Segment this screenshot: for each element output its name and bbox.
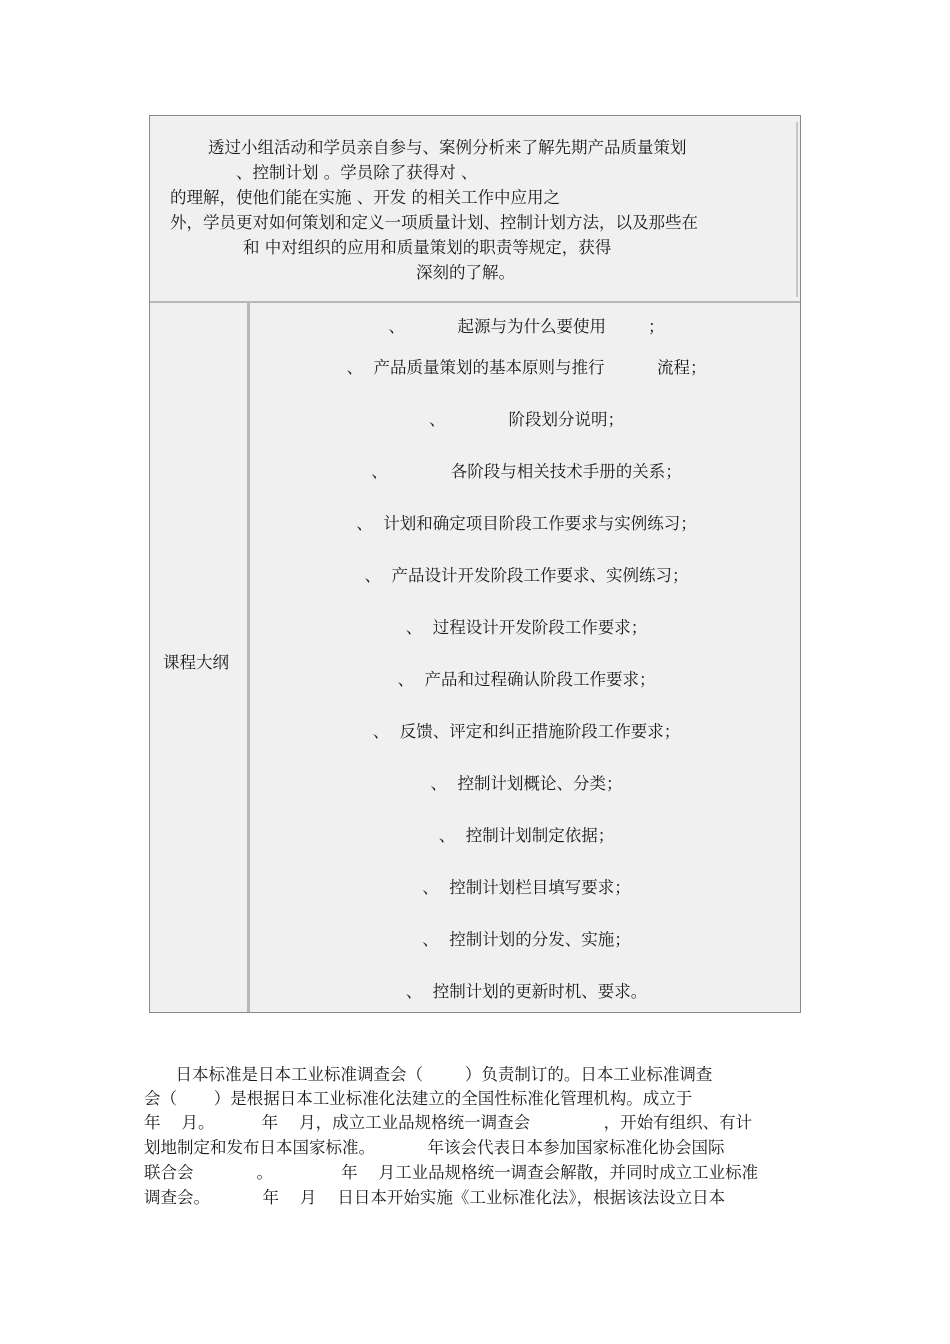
paragraph-line: 联合会 。 年 月工业品规格统一调查会解散，并同时成立工业标准 xyxy=(144,1163,759,1182)
outline-item: 、 控制计划栏目填写要求； xyxy=(422,878,631,897)
paragraph-line: 日本标准是日本工业标准调查会（ ）负责制订的。日本工业标准调查 xyxy=(144,1065,713,1084)
outline-item: 、 各阶段与相关技术手册的关系； xyxy=(371,462,682,481)
course-intro-cell xyxy=(150,116,800,303)
outline-item: 、 控制计划制定依据； xyxy=(438,826,615,845)
paragraph-line: 年 月。 年 月，成立工业品规格统一调查会 ，开始有组织、有计 xyxy=(144,1113,753,1132)
course-outline-row xyxy=(150,303,800,1012)
intro-line: 的理解，使他们能在实施 、开发 的相关工作中应用之 xyxy=(170,188,560,207)
outline-item: 、 控制计划的分发、实施； xyxy=(422,930,631,949)
outline-item: 、 起源与为什么要使用 ； xyxy=(388,317,665,336)
intro-line: 、控制计划 。学员除了获得对 、 xyxy=(236,163,478,182)
outline-item: 、 产品和过程确认阶段工作要求； xyxy=(397,670,656,689)
outline-item: 、 产品设计开发阶段工作要求、实例练习； xyxy=(364,566,689,585)
outline-item: 、 反馈、评定和纠正措施阶段工作要求； xyxy=(372,722,681,741)
outline-item: 、 控制计划的更新时机、要求。 xyxy=(405,982,648,1001)
paragraph-line: 会（ ）是根据日本工业标准化法建立的全国性标准化管理机构。成立于 xyxy=(144,1089,693,1108)
outline-label-cell xyxy=(150,303,250,1012)
intro-line: 透过小组活动和学员亲自参与、案例分析来了解先期产品质量策划 xyxy=(208,138,687,157)
outline-item: 、 计划和确定项目阶段工作要求与实例练习； xyxy=(356,514,697,533)
intro-line: 深刻的了解。 xyxy=(416,263,515,282)
outline-label: 课程大纲 xyxy=(163,653,229,672)
paragraph-line: 划地制定和发布日本国家标准。 年该会代表日本参加国家标准化协会国际 xyxy=(144,1138,725,1157)
cell-edge-divider xyxy=(796,122,798,297)
outline-item: 、 产品质量策划的基本原则与推行 流程； xyxy=(346,358,707,377)
paragraph-line: 调查会。 年 月 日日本开始实施《工业标准化法》，根据该法设立日本 xyxy=(144,1188,726,1207)
intro-line: 外，学员更对如何策划和定义一项质量计划、控制计划方法，以及那些在 xyxy=(170,213,698,232)
outline-item: 、 过程设计开发阶段工作要求； xyxy=(405,618,648,637)
course-table xyxy=(149,115,801,1013)
intro-line: 和 中对组织的应用和质量策划的职责等规定，获得 xyxy=(243,238,612,257)
outline-item: 、 控制计划概论、分类； xyxy=(430,774,623,793)
outline-item: 、 阶段划分说明； xyxy=(429,410,624,429)
